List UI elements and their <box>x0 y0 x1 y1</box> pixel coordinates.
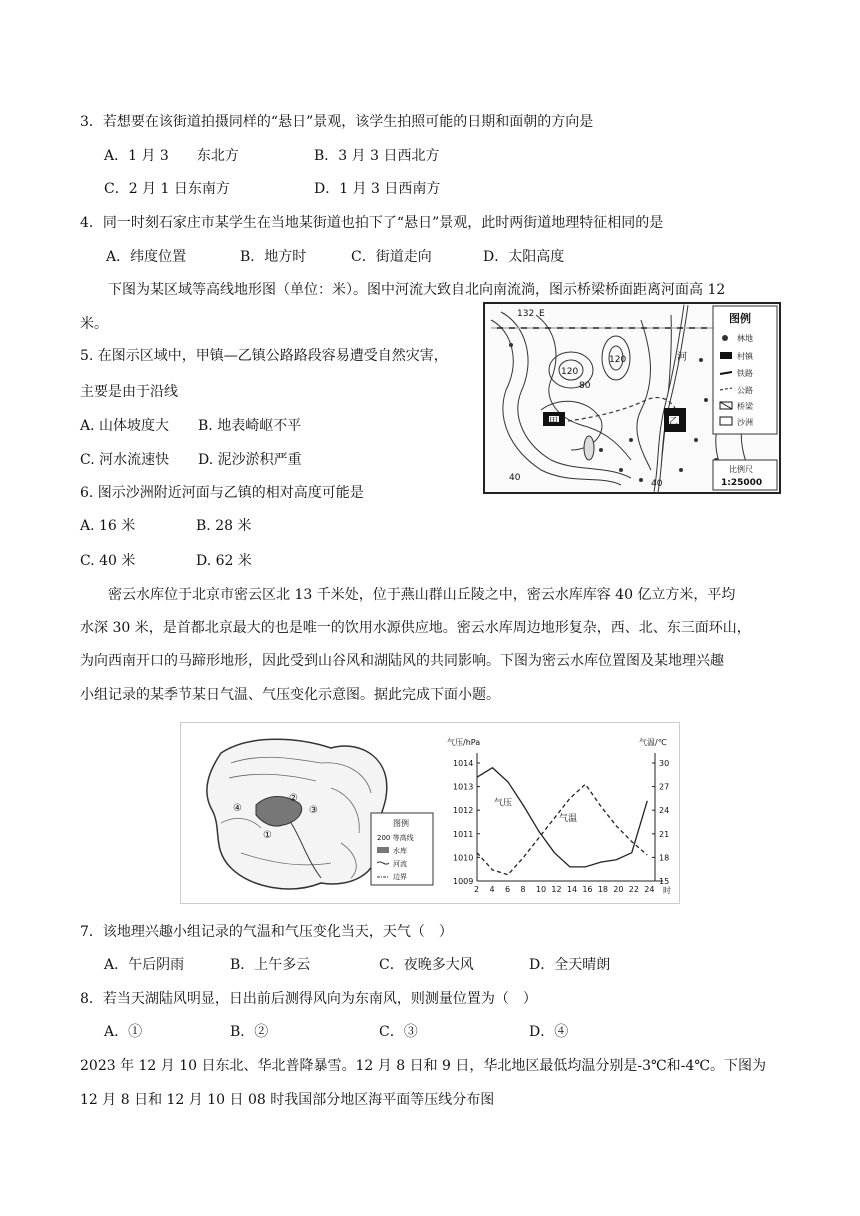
map1-label-80: 80 <box>579 381 591 391</box>
q8-option-a: A．① <box>104 1024 143 1040</box>
x-tick-label: 2 <box>474 885 480 894</box>
y2-tick-label: 24 <box>659 806 670 816</box>
legend-railway: 铁路 <box>737 369 753 378</box>
passage2-line2: 水深 30 米，是首都北京最大的也是唯一的饮用水源供应地。密云水库周边地形复杂，西、北、东三面环山， <box>80 620 751 636</box>
map1-label-jia: 甲 <box>549 417 559 427</box>
map2-legend-title: 图例 <box>393 819 409 828</box>
legend-town: 村镇 <box>737 352 753 361</box>
contour-map <box>481 300 783 496</box>
x-tick-label: 12 <box>551 885 562 894</box>
q3-option-b: B．3 月 3 日西北方 <box>314 148 440 164</box>
q5-option-c: C. 河水流速快 <box>80 452 170 468</box>
q4-option-d: D．太阳高度 <box>483 249 565 265</box>
y-tick-label: 1012 <box>453 806 474 816</box>
passage2-line3: 为向西南开口的马蹄形地形，因此受到山谷风和湖陆风的共同影响。下图为密云水库位置图及某地理兴趣 <box>80 653 724 669</box>
legend-sandbar: 沙洲 <box>737 418 753 427</box>
pressure-series-label: 气压 <box>494 798 513 809</box>
y-axis-label: 气压/hPa <box>447 738 481 747</box>
miyun-map <box>207 739 433 889</box>
y2-tick-label: 30 <box>659 759 670 768</box>
q6-option-b: B. 28 米 <box>196 518 252 534</box>
map1-label-river: 河 <box>677 352 687 363</box>
map1-label-e: E <box>539 309 545 319</box>
passage1-line1: 下图为某区域等高线地形图（单位：米）。图中河流大致自北向南流淌，图示桥梁桥面距离河面高 12 <box>108 282 726 298</box>
q7-option-c: C．夜晚多大风 <box>379 957 474 973</box>
legend-forest: 林地 <box>737 334 753 343</box>
y-tick-label: 1011 <box>453 829 474 839</box>
q5-stem-line2: 主要是由于沿线 <box>80 384 178 400</box>
y-tick-label: 1010 <box>453 853 474 863</box>
passage3-line1: 2023 年 12 月 10 日东北、华北普降暴雪。12 月 8 日和 9 日，华北地区最低均温分别是-3℃和-4℃。下图为 <box>80 1058 766 1074</box>
marker-3: ③ <box>309 805 318 816</box>
y-tick-label: 1009 <box>453 877 474 886</box>
map1-scale-value: 1:25000 <box>721 478 763 488</box>
x-tick-label: 22 <box>628 885 639 894</box>
q4-option-a: A．纬度位置 <box>106 249 187 265</box>
map1-label-120b: 120 <box>609 355 627 365</box>
marker-4: ④ <box>233 803 242 814</box>
q7-option-a: A．午后阴雨 <box>104 957 185 973</box>
legend-boundary: 边界 <box>393 873 407 881</box>
q4-option-b: B．地方时 <box>240 249 307 265</box>
y2-tick-label: 18 <box>659 853 670 863</box>
passage2-line1: 密云水库位于北京市密云区北 13 千米处，位于燕山群山丘陵之中，密云水库库容 40 亿立方米，平均 <box>108 587 736 603</box>
q5-stem-line1: 5. 在图示区域中，甲镇—乙镇公路路段容易遭受自然灾害， <box>80 348 448 364</box>
y2-tick-label: 21 <box>659 829 670 839</box>
map1-legend-title: 图例 <box>729 312 751 325</box>
y-tick-label: 1014 <box>453 759 474 768</box>
map1-label-40b: 40 <box>651 479 663 489</box>
x-tick-label: 8 <box>520 885 526 894</box>
q7-option-d: D．全天晴朗 <box>529 957 611 973</box>
q3-option-a: A．1 月 3 东北方 <box>104 148 239 164</box>
legend-reservoir: 水库 <box>393 847 407 855</box>
q4-option-c: C．街道走向 <box>351 249 432 265</box>
x-tick-label: 16 <box>582 885 593 894</box>
pressure-temperature-chart <box>447 737 671 895</box>
q4-stem: 4．同一时刻石家庄市某学生在当地某街道也拍下了“悬日”景观，此时两街道地理特征相同的是 <box>80 215 664 231</box>
legend-road: 公路 <box>737 386 753 395</box>
legend-river: 河流 <box>393 860 407 868</box>
q8-option-d: D．④ <box>529 1024 569 1040</box>
q8-option-c: C．③ <box>379 1024 418 1040</box>
q7-option-b: B．上午多云 <box>230 957 311 973</box>
marker-2: ② <box>289 793 298 804</box>
q6-option-d: D. 62 米 <box>196 553 252 569</box>
x-tick-label: 4 <box>489 885 495 894</box>
map1-label-yi: 乙 <box>669 417 679 427</box>
passage2-line4: 小组记录的某季节某日气温、气压变化示意图。据此完成下面小题。 <box>80 687 500 703</box>
q5-option-a: A. 山体坡度大 <box>80 418 170 434</box>
q3-option-c: C．2 月 1 日东南方 <box>104 181 230 197</box>
x-tick-label: 10 <box>535 885 547 894</box>
x-tick-label: 20 <box>613 885 624 894</box>
q7-stem: 7．该地理兴趣小组记录的气温和气压变化当天，天气（ ） <box>80 924 453 940</box>
y-tick-label: 1013 <box>453 782 474 792</box>
map1-label-120a: 120 <box>561 367 579 377</box>
map1-label-40a: 40 <box>509 473 521 483</box>
x-tick-label: 18 <box>597 885 609 894</box>
q5-option-d: D. 泥沙淤积严重 <box>198 452 302 468</box>
y2-tick-label: 15 <box>659 877 670 886</box>
y2-tick-label: 27 <box>659 782 670 792</box>
q6-option-a: A. 16 米 <box>80 518 136 534</box>
map1-label-132: 132 <box>517 309 535 319</box>
marker-1: ① <box>263 830 272 841</box>
q8-stem: 8．若当天湖陆风明显，日出前后测得风向为东南风，则测量位置为（ ） <box>80 991 537 1007</box>
map1-scale-label: 比例尺 <box>729 465 753 474</box>
x-tick-label: 14 <box>566 885 578 894</box>
miyun-figure <box>180 722 680 904</box>
passage3-line2: 12 月 8 日和 12 月 10 日 08 时我国部分地区海平面等压线分布图 <box>80 1092 495 1108</box>
q6-stem: 6. 图示沙洲附近河面与乙镇的相对高度可能是 <box>80 485 364 501</box>
q3-stem: 3．若想要在该街道拍摄同样的“悬日”景观，该学生拍照可能的日期和面朝的方向是 <box>80 114 594 130</box>
x-tick-label: 24 <box>644 885 655 894</box>
q5-option-b: B. 地表崎岖不平 <box>198 418 302 434</box>
q6-option-c: C. 40 米 <box>80 553 136 569</box>
q8-option-b: B．② <box>230 1024 269 1040</box>
y2-axis-label: 气温/℃ <box>639 738 667 747</box>
passage1-line2: 米。 <box>80 316 108 332</box>
x-tick-label: 6 <box>504 885 511 894</box>
legend-contour: 200 等高线 <box>377 834 414 842</box>
temperature-series-label: 气温 <box>559 814 578 825</box>
legend-bridge: 桥梁 <box>737 402 753 411</box>
x-axis-label: 时 <box>663 886 671 895</box>
q3-option-d: D．1 月 3 日西南方 <box>314 181 441 197</box>
